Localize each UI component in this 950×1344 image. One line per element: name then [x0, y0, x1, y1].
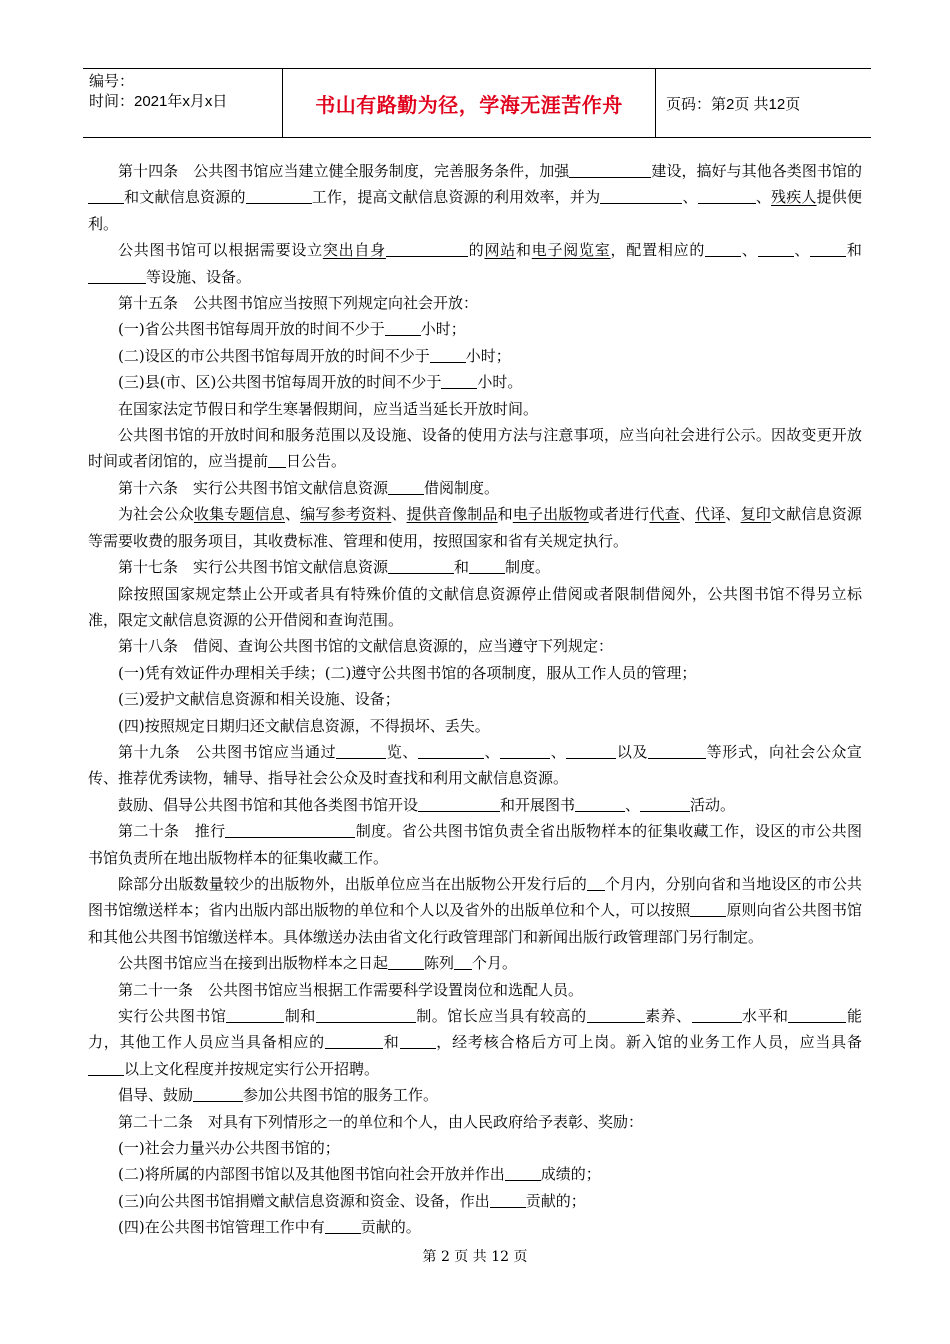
article-18-item-3: (三)爱护文献信息资源和相关设施、设备；: [118, 690, 400, 709]
fee-services-paragraph: 为社会公众收集专题信息、编写参考资料、提供音像制品和电子出版物或者进行代查、代译、复印文献信息资源等需要收费的服务项目，其收费标准、管理和使用，按照国家和省有关规定执行。: [88, 505, 862, 550]
blank-field: [587, 875, 605, 891]
blank-field: [88, 268, 146, 284]
blank-field: [705, 241, 741, 257]
article-20-paragraph: 第二十条 推行 制度。省公共图书馆负责全省出版物样本的征集收藏工作，设区的市公共图书馆负责所在地出版物样本的征集收藏工作。: [88, 822, 862, 867]
staffing-paragraph: 实行公共图书馆 制和 制。馆长应当具有较高的 素养、 水平和 能力，其他工作人员应当具备相应的 和 ，经考核合格后方可上岗。新入馆的业务工作人员，应当具备以上文化程度并按规定实行公开招聘。: [88, 1007, 862, 1078]
page-header: [83, 68, 871, 138]
blank-field: [587, 1007, 645, 1023]
article-21-heading: 第二十一条 公共图书馆应当根据工作需要科学设置岗位和选配人员。: [118, 980, 584, 999]
header-meta-cell: [83, 69, 283, 137]
article-19-paragraph: 第十九条 公共图书馆应当通过 览、 、 、 以及 等形式，向社会公众宣传、推荐优秀读物，辅导、指导社会公众及时查找和利用文献信息资源。: [88, 742, 862, 788]
blank-field: [193, 1086, 243, 1102]
blank-field: [788, 1007, 846, 1023]
blank-field: [388, 558, 454, 574]
article-17-heading: 第十七条 实行公共图书馆文献信息资源 和 制度。: [118, 558, 551, 577]
blank-field: [569, 162, 651, 178]
blank-field: [690, 901, 726, 917]
article-18-item-4: (四)按照规定日期归还文献信息资源，不得损坏、丢失。: [118, 716, 490, 735]
header-page-info: 页码：第2页 共12页: [666, 95, 801, 113]
document-body: [88, 158, 862, 1241]
blank-field: [430, 347, 466, 363]
article-22-item-1: (一)社会力量兴办公共图书馆的；: [118, 1139, 340, 1158]
blank-field: [88, 1060, 124, 1076]
blank-field: [246, 188, 312, 204]
page-footer: 第 2 页 共 12 页: [422, 1249, 528, 1265]
header-motto: 书山有路勤为径，学海无涯苦作舟: [283, 69, 656, 137]
blank-field: [454, 954, 472, 970]
article-15-heading: 第十五条 公共图书馆应当按照下列规定向社会开放：: [118, 294, 479, 313]
document-number-label: 编号：: [89, 73, 135, 90]
opening-hours-paragraph: 公共图书馆的开放时间和服务范围以及设施、设备的使用方法与注意事项，应当向社会进行公示。因故变更开放时间或者闭馆的，应当提前 日公告。: [88, 426, 862, 471]
blank-field: [698, 188, 756, 204]
blank-field: [226, 1007, 284, 1023]
restricted-access-paragraph: 除按照国家规定禁止公开或者具有特殊价值的文献信息资源停止借阅或者限制借阅外，公共图书馆不得另立标准，限定文献信息资源的公开借阅和查询范围。: [88, 584, 862, 629]
blank-field: [500, 743, 550, 759]
blank-field: [810, 241, 846, 257]
volunteer-paragraph: 倡导、鼓励 参加公共图书馆的服务工作。: [118, 1086, 439, 1105]
blank-field: [758, 241, 794, 257]
blank-field: [490, 1192, 526, 1208]
blank-field: [600, 188, 682, 204]
encourage-libraries-paragraph: 鼓励、倡导公共图书馆和其他各类图书馆开设 和开展图书 、 活动。: [118, 795, 736, 814]
article-14-paragraph: 第十四条 公共图书馆应当建立健全服务制度，完善服务条件，加强 建设，搞好与其他各类图书馆的和文献信息资源的 工作，提高文献信息资源的利用效率，并为 、 、残疾人提供便利。: [88, 162, 862, 233]
blank-field: [692, 1007, 742, 1023]
article-14-facilities-paragraph: 公共图书馆可以根据需要设立突出自身 的网站和电子阅览室，配置相应的 、 、 和等设施、设备。: [88, 237, 862, 290]
blank-field: [225, 822, 355, 838]
article-15-item-1: (一)省公共图书馆每周开放的时间不少于 小时；: [118, 320, 466, 339]
blank-field: [418, 743, 484, 759]
blank-field: [325, 1033, 383, 1049]
blank-field: [575, 796, 625, 812]
article-18-items-1-2: (一)凭有效证件办理相关手续；(二)遵守公共图书馆的各项制度，服从工作人员的管理；: [118, 663, 697, 682]
blank-field: [336, 743, 386, 759]
article-15-item-3: (三)县(市、区)公共图书馆每周开放的时间不少于 小时。: [118, 373, 523, 392]
document-date-label: 时间：2021年x月x日: [89, 93, 228, 110]
article-15-item-2: (二)设区的市公共图书馆每周开放的时间不少于 小时；: [118, 346, 511, 365]
blank-field: [385, 320, 421, 336]
article-22-item-2: (二)将所属的内部图书馆以及其他图书馆向社会开放并作出 成绩的；: [118, 1165, 601, 1184]
blank-field: [648, 743, 706, 759]
blank-field: [386, 241, 468, 257]
blank-field: [388, 954, 424, 970]
blank-field: [88, 188, 124, 204]
sample-deposit-paragraph: 除部分出版数量较少的出版物外，出版单位应当在出版物公开发行后的 个月内，分别向省和当地设区的市公共图书馆缴送样本；省内出版内部出版物的单位和个人以及省外的出版单位和个人，可以按照 原则向省公共图书馆和其他公共图书馆缴送样本。具体缴送办法由省文化行政管理部门和新闻出版行政管理部门另行制定。: [88, 874, 862, 946]
blank-field: [441, 373, 477, 389]
blank-field: [316, 1007, 416, 1023]
blank-field: [268, 452, 286, 468]
blank-field: [325, 1218, 361, 1234]
sample-display-paragraph: 公共图书馆应当在接到出版物样本之日起 陈列 个月。: [118, 954, 518, 973]
blank-field: [640, 796, 690, 812]
blank-field: [469, 558, 505, 574]
blank-field: [505, 1165, 541, 1181]
article-18-heading: 第十八条 借阅、查询公共图书馆的文献信息资源的，应当遵守下列规定：: [118, 637, 614, 656]
article-22-heading: 第二十二条 对具有下列情形之一的单位和个人，由人民政府给予表彰、奖励：: [118, 1112, 644, 1131]
article-22-item-4: (四)在公共图书馆管理工作中有 贡献的。: [118, 1218, 421, 1237]
blank-field: [400, 1033, 436, 1049]
article-16-heading: 第十六条 实行公共图书馆文献信息资源 借阅制度。: [118, 478, 500, 497]
holiday-paragraph: 在国家法定节假日和学生寒暑假期间，应当适当延长开放时间。: [118, 399, 539, 418]
article-22-item-3: (三)向公共图书馆捐赠文献信息资源和资金、设备，作出 贡献的；: [118, 1191, 586, 1210]
blank-field: [566, 743, 616, 759]
blank-field: [418, 796, 500, 812]
blank-field: [388, 479, 424, 495]
